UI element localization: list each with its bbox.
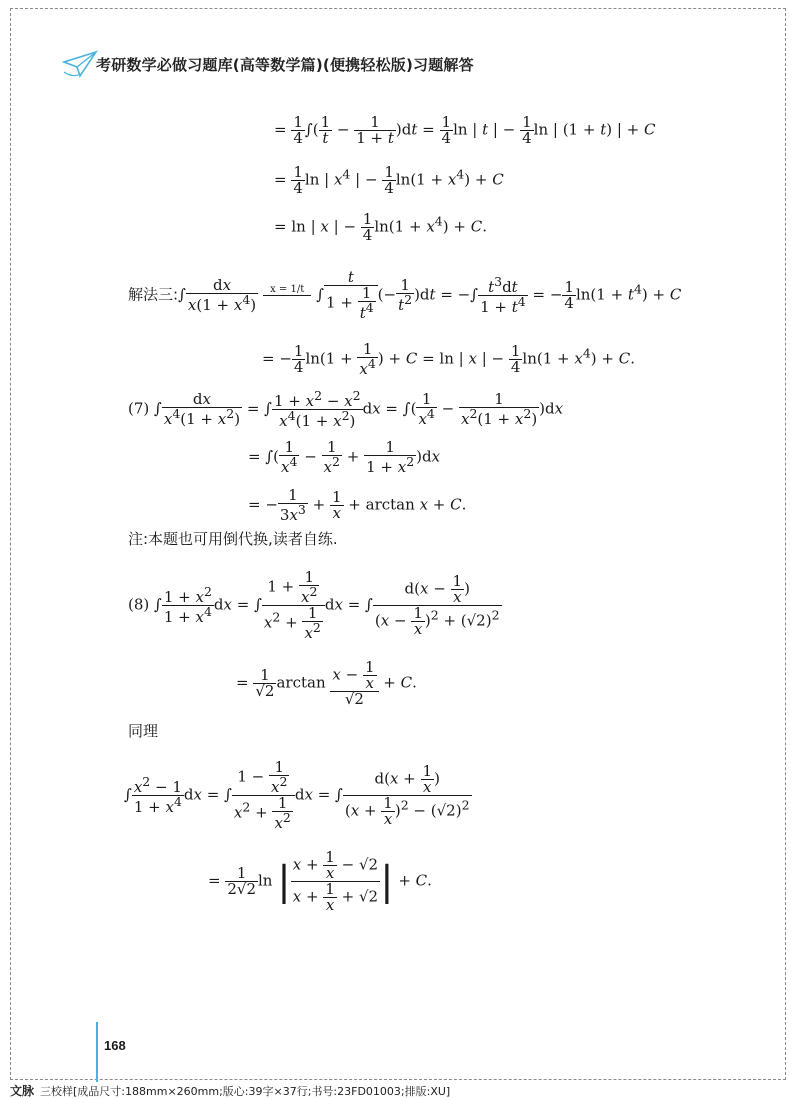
page-number-bar (96, 1022, 98, 1082)
similarly-text: 同理 (128, 722, 159, 740)
item-7-line-2: = ∫( $\frac{1}{x^4}$ − $\frac{1}{x^2}$ + $\frac{1}{1 + x^2}$ )dx (248, 438, 441, 476)
item-8-label: (8) (128, 595, 150, 614)
footer-spec: 三校样[成品尺寸:188mm×260mm;版心:39字×37行;书号:23FD01003;排版:XU] (40, 1085, 451, 1098)
eq-line-2: = $\frac{1}{4}$ ln | $x^4$ | − $\frac{1}{4}$ $\ln(1 + x^4) + C$ (274, 163, 504, 197)
substitution-label: x = 1/t (270, 284, 305, 295)
eq-line-1: = $\frac{1}{4}$ ∫( $\frac{1}{t}$ − $\frac{1}{1 + t}$ )dt = $\frac{1}{4}$ ln | t | − $\frac{1}{4}$ ln | (1 + t) | + C (274, 113, 656, 147)
method-3-line-2: = − $\frac{1}{4}$ ln(1 + $\frac{1}{x^4}$ ) + C = ln | x | − $\frac{1}{4}$ $\ln(1 + x^4) + C$. (262, 340, 636, 378)
item-8-line-2: = $\frac{1}{√2}$ arctan x − $\frac{1}{x}$ √2 + C. (236, 658, 417, 708)
page-number: 168 (104, 1038, 126, 1053)
eq-line-3: = ln | x | − $\frac{1}{4}$ $\ln(1 + x^4) + C$. (274, 210, 487, 244)
item-8-line-1: (8) ∫ $\frac{1 + x^2}{1 + x^4}$ dx = ∫ 1 + $\frac{1}{x^2}$ $x^2$ + $\frac{1}{x^2}$ dx = ∫ d(x − $\frac{1}{x}$ ) (x − $\frac{1}{x}$ )$^2 + (√2)^2$ (128, 568, 500, 642)
book-title: 考研数学必做习题库(高等数学篇)(便携轻松版)习题解答 (96, 56, 474, 74)
similar-line-1: ∫ $\frac{x^2 - 1}{1 + x^4}$ dx = ∫ 1 − $\frac{1}{x^2}$ $x^2$ + $\frac{1}{x^2}$ dx = ∫ d(x + $\frac{1}{x}$ ) (x + $\frac{1}{x}$ )$^2 - (√2)^2$ (124, 758, 470, 832)
note-text: 注:本题也可用倒代换,读者自练. (128, 530, 338, 548)
method-3-label: 解法三: (128, 285, 179, 304)
page-header (62, 48, 762, 88)
similar-line-2: = $\frac{1}{2√2}$ ln | x + $\frac{1}{x}$ − √2 x + $\frac{1}{x}$ + √2 | + C. (208, 848, 432, 914)
item-7-line-1: (7) ∫ $\frac{dx}{x^4(1 + x^2)}$ = ∫ $\frac{1 + x^2 - x^2}{x^4(1 + x^2)}$ dx = ∫( $\frac{1}{x^4}$ − $\frac{1}{x^2(1 + x^2)}$ )dx (128, 388, 564, 430)
print-footer (10, 1082, 450, 1099)
item-7-line-3: = − $\frac{1}{3x^3}$ + $\frac{1}{x}$ + arctan x + C. (248, 486, 467, 524)
item-7-label: (7) (128, 399, 150, 418)
method-3-line-1: 解法三:∫ $\frac{dx}{x(1 + x^4)}$ x = 1/t ∫ t 1 + $\frac{1}{t^4}$ (− $\frac{1}{t^2}$ )dt = −∫ $\frac{t^3dt}{1 + t^4}$ = − $\frac{1}{4}$ $\ln(1 + t^4) + C$ (128, 268, 682, 322)
footer-brand: 文脉 (10, 1084, 35, 1098)
